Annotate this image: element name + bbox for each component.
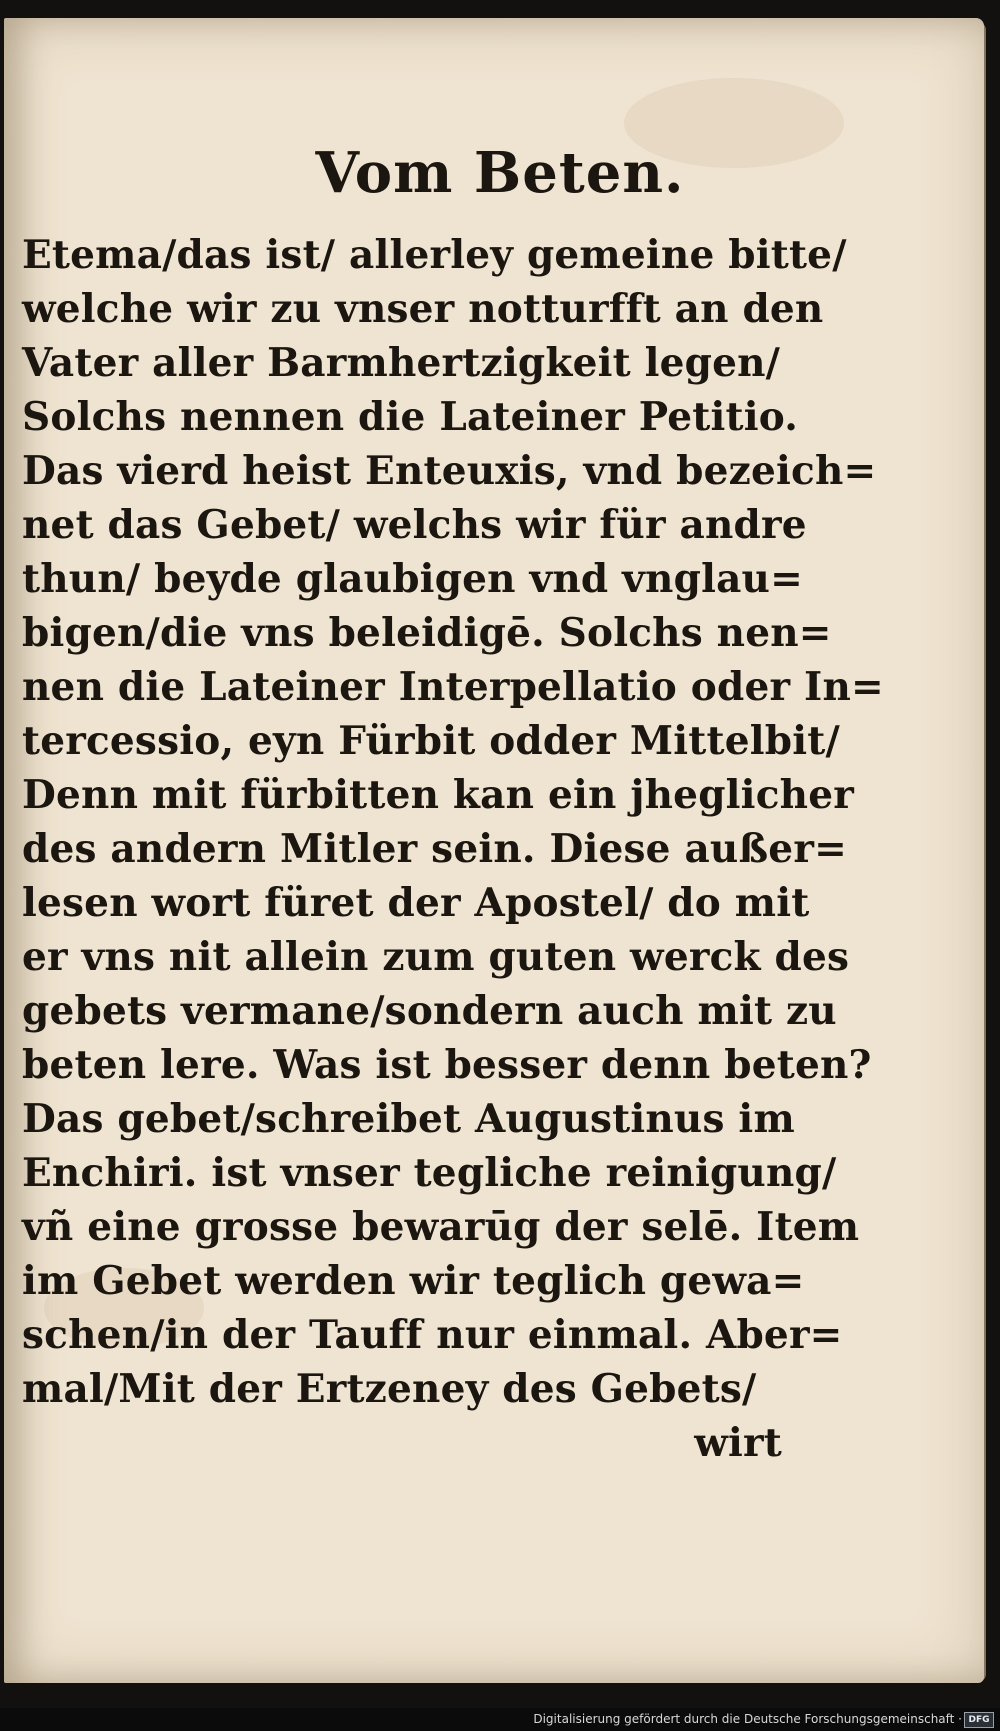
text-line: welche wir zu vnser notturfft an den xyxy=(22,286,824,332)
text-line: gebets vermane/sondern auch mit zu xyxy=(22,988,837,1034)
text-line: er vns nit allein zum guten werck des xyxy=(22,934,850,980)
text-line: Enchiri. ist vnser tegliche reinigung/ xyxy=(22,1150,837,1196)
running-head: Vom Beten. xyxy=(315,140,685,206)
body-text xyxy=(22,228,884,1470)
text-line: thun/ beyde glaubigen vnd vnglau= xyxy=(22,556,803,602)
text-line: Vater aller Barmhertzigkeit legen/ xyxy=(22,340,781,386)
text-line: nen die Lateiner Interpellatio oder In= xyxy=(22,664,884,710)
text-line: im Gebet werden wir teglich gewa= xyxy=(22,1258,805,1304)
text-line: vñ eine grosse bewarūg der selē. Item xyxy=(22,1204,860,1250)
text-line: mal/Mit der Ertzeney des Gebets/ xyxy=(22,1366,757,1412)
text-line: lesen wort füret der Apostel/ do mit xyxy=(22,880,810,926)
text-line: Denn mit fürbitten kan ein jheglicher xyxy=(22,772,854,818)
funding-notice: Digitalisierung gefördert durch die Deutsche Forschungsgemeinschaft · xyxy=(533,1712,962,1726)
text-line: schen/in der Tauff nur einmal. Aber= xyxy=(22,1312,843,1358)
text-line: Etema/das ist/ allerley gemeine bitte/ xyxy=(22,232,847,278)
text-line: Das vierd heist Enteuxis, vnd bezeich= xyxy=(22,448,877,494)
catchword: wirt xyxy=(694,1420,782,1466)
text-line: des andern Mitler sein. Diese außer= xyxy=(22,826,847,872)
text-line: Solchs nennen die Lateiner Petitio. xyxy=(22,394,799,440)
text-line: bigen/die vns beleidigē. Solchs nen= xyxy=(22,610,832,656)
text-line: Das gebet/schreibet Augustinus im xyxy=(22,1096,795,1142)
text-line: beten lere. Was ist besser denn beten? xyxy=(22,1042,872,1088)
dfg-logo: DFG xyxy=(964,1712,994,1728)
text-line: tercessio, eyn Fürbit odder Mittelbit/ xyxy=(22,718,840,764)
text-line: net das Gebet/ welchs wir für andre xyxy=(22,502,807,548)
digitization-footer xyxy=(0,1708,1000,1731)
